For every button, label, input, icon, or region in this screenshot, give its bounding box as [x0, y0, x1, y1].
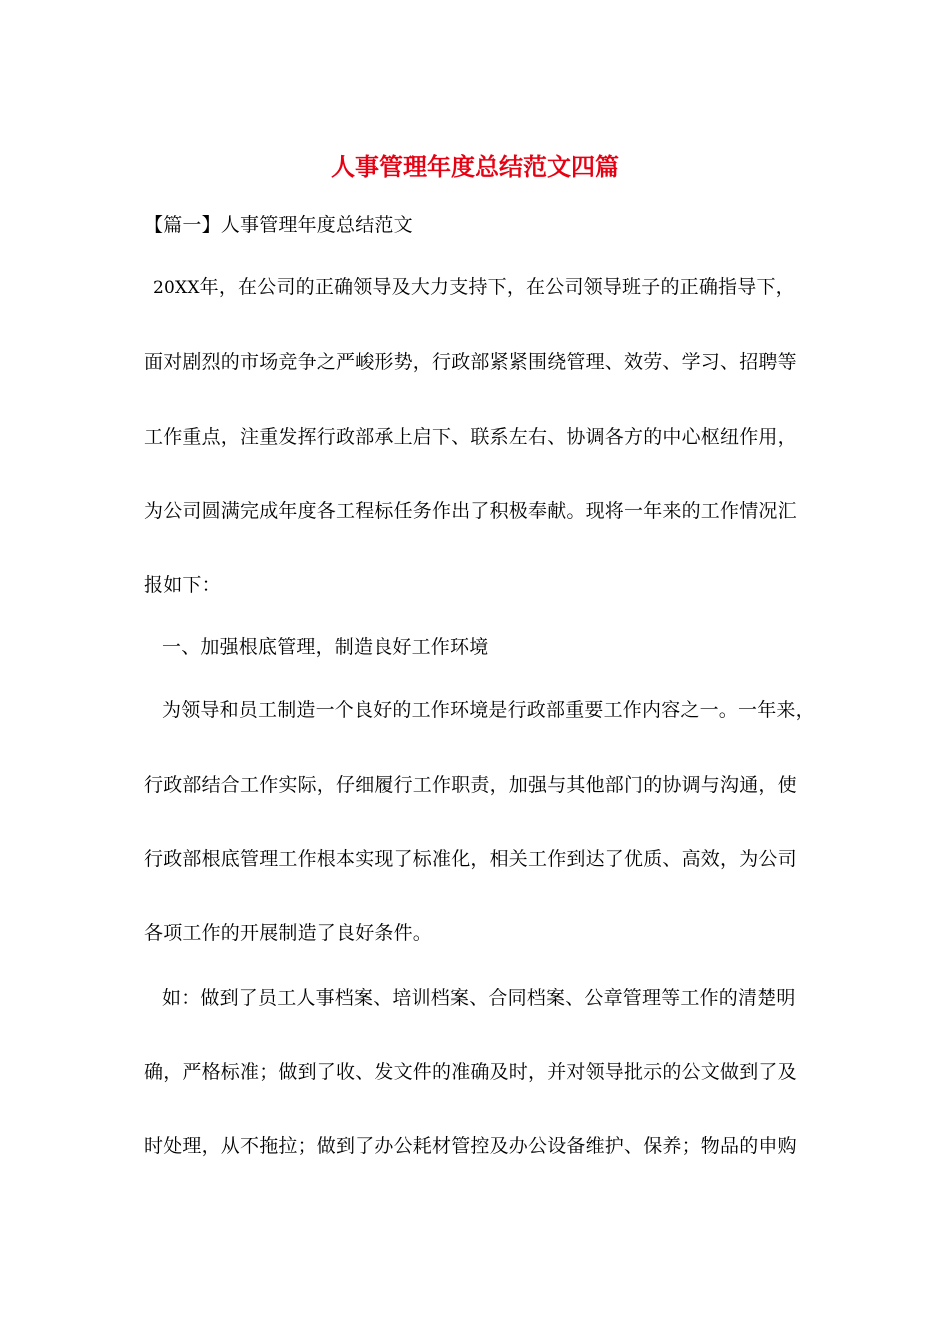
- paragraph-line-8: 行政部结合工作实际，仔细履行工作职责，加强与其他部门的协调与沟通，使: [144, 774, 797, 796]
- paragraph-line-13: 时处理，从不拖拉；做到了办公耗材管控及办公设备维护、保养；物品的申购: [144, 1135, 797, 1157]
- paragraph-line-10: 各项工作的开展制造了良好条件。: [144, 922, 433, 944]
- paragraph-line-4: 为公司圆满完成年度各工程标任务作出了积极奉献。现将一年来的工作情况汇: [144, 500, 797, 522]
- section-heading: 【篇一】人事管理年度总结范文: [144, 214, 413, 236]
- paragraph-line-12: 确，严格标准；做到了收、发文件的准确及时，并对领导批示的公文做到了及: [144, 1061, 797, 1083]
- paragraph-line-9: 行政部根底管理工作根本实现了标准化，相关工作到达了优质、高效，为公司: [144, 848, 797, 870]
- paragraph-line-2: 面对剧烈的市场竞争之严峻形势，行政部紧紧围绕管理、效劳、学习、招聘等: [144, 351, 797, 373]
- subheading-1: 一、加强根底管理，制造良好工作环境: [162, 636, 489, 658]
- paragraph-line-1-text: 年，在公司的正确领导及大力支持下，在公司领导班子的正确指导下，: [199, 276, 795, 298]
- paragraph-line-5: 报如下：: [144, 574, 221, 596]
- document-title: 人事管理年度总结范文四篇: [331, 152, 619, 181]
- paragraph-line-11: 如：做到了员工人事档案、培训档案、合同档案、公章管理等工作的清楚明: [162, 987, 796, 1009]
- paragraph-line-1: [153, 274, 823, 301]
- paragraph-line-7: 为领导和员工制造一个良好的工作环境是行政部重要工作内容之一。一年来，: [162, 699, 815, 721]
- year-token: 20XX: [153, 278, 200, 298]
- paragraph-line-3: 工作重点，注重发挥行政部承上启下、联系左右、协调各方的中心枢纽作用，: [144, 426, 797, 448]
